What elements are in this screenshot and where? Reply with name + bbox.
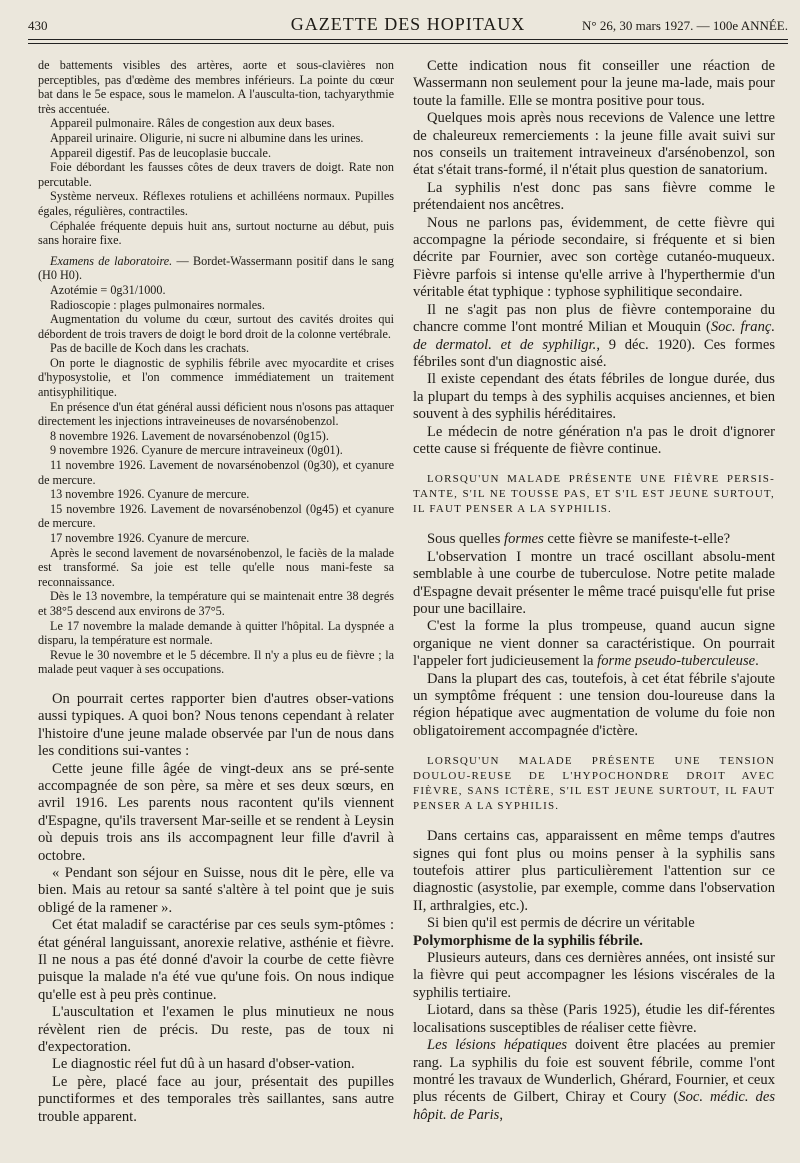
paragraph: Nous ne parlons pas, évidemment, de cette fièvre qui accompagne la période secondaire, si fréquente et si bien décrite par Fournier, avec son cortège cutanéo-muqueux. Fièvre parfois si intense qu'elle arrive à l'hyperthermie d'un véritable état typhique : typhose syphilitique secondaire. bbox=[413, 214, 775, 301]
note-line: Pas de bacille de Koch dans les crachats. bbox=[50, 341, 249, 356]
note-line: Après le second lavement de novarsénobenzol, le faciès de la malade est transformé. Sa joie est telle qu'elle nous mani-feste sa reconnaissance. bbox=[38, 545, 394, 589]
paragraph: L'auscultation et l'examen le plus minutieux ne nous révèlent rien de précis. Du reste, pas de toux ni d'expectoration. bbox=[38, 1004, 394, 1056]
note-line: Appareil urinaire. Oligurie, ni sucre ni albumine dans les urines. bbox=[50, 130, 364, 145]
note-line: Azotémie = 0g31/1000. bbox=[50, 282, 166, 297]
paragraph: Quelques mois après nous recevions de Valence une lettre de chaleureux remerciements : la jeune fille avait suivi sur nos conseils un traitement intraveineux d'arsénobenzol, son état s'était trans-formé, il n'était plus question de sanatorium. bbox=[413, 110, 775, 179]
header-rule bbox=[28, 39, 788, 40]
paragraph: « Pendant son séjour en Suisse, nous dit le père, elle va bien. Mais au retour sa santé s'altère à tel point que je suis obligé de la ramener ». bbox=[38, 865, 394, 916]
page-number: 430 bbox=[28, 18, 48, 33]
paragraph: L'observation I montre un tracé oscillant absolu-ment semblable à une courbe de tuberculose. Notre petite malade d'Espagne devait présenter le même tracé puisqu'elle fut prise pour une bacillaire. bbox=[413, 548, 775, 617]
header-rule-thin bbox=[28, 43, 788, 44]
note-line: 8 novembre 1926. Lavement de novarsénobenzol (0g15). bbox=[50, 428, 329, 443]
note-line: Appareil digestif. Pas de leucoplasie buccale. bbox=[50, 145, 271, 160]
paragraph: Dans certains cas, apparaissent en même temps d'autres signes qui font plus ou moins penser à la syphilis sans toutefois attirer plus particulièrement l'attention sur ce diagnostic (asystolie, par exemple, comme dans l'observation II, arthralgies, etc.). bbox=[413, 828, 775, 914]
note-line: 17 novembre 1926. Cyanure de mercure. bbox=[50, 531, 250, 545]
note-line: Appareil pulmonaire. Râles de congestion aux deux bases. bbox=[50, 116, 335, 131]
section-heading: Polymorphisme de la syphilis fébrile. bbox=[413, 932, 643, 949]
note-line: 9 novembre 1926. Cyanure de mercure intraveineux (0g01). bbox=[50, 443, 343, 458]
note-line: On porte le diagnostic de syphilis fébrile avec myocardite et crises d'hyposystolie, et l'on commence immédiatement un traitement antisyphilitique. bbox=[38, 355, 394, 400]
right-column bbox=[413, 58, 775, 1124]
journal-title: GAZETTE DES HOPITAUX bbox=[290, 14, 526, 34]
paragraph: Si bien qu'il est permis de décrire un véritable bbox=[427, 915, 695, 932]
rule-statement-1: LORSQU'UN MALADE PRÉSENTE UNE FIÈVRE PERSIS-TANTE, S'IL NE TOUSSE PAS, ET S'IL EST JEUNE SURTOUT, IL FAUT PENSER A LA SYPHILIS. bbox=[413, 473, 775, 516]
paragraph: Les lésions hépatiques doivent être placées au premier rang. La syphilis du foie est souvent fébrile, comme l'ont montré les travaux de Wunderlich, Ghérard, Fournier, et ceux plus récents de Gilbert, Chiray et Coury (Soc. médic. des hôpit. de Paris, bbox=[413, 1037, 776, 1123]
paragraph: Plusieurs auteurs, dans ces dernières années, ont insisté sur la fièvre qui peut accompagner les lésions viscérales de la syphilis tertiaire. bbox=[413, 950, 775, 1001]
left-body-text bbox=[38, 691, 394, 1126]
paragraph: Le médecin de notre génération n'a pas le droit d'ignorer cette cause si fréquente de fièvre continue. bbox=[413, 423, 775, 457]
note-line: Examens de laboratoire. — Bordet-Wassermann positif dans le sang (H0 H0). bbox=[38, 253, 394, 283]
page-header bbox=[28, 12, 788, 40]
paragraph: Liotard, dans sa thèse (Paris 1925), étudie les dif-férentes localisations susceptibles de réaliser cette fièvre. bbox=[413, 1002, 775, 1036]
note-line: Le 17 novembre la malade demande à quitter l'hôpital. La dyspnée a disparu, la température est normale. bbox=[38, 618, 394, 648]
paragraph: Il ne s'agit pas non plus de fièvre contemporaine du chancre comme l'ont montré Milian et Mouquin (Soc. franç. de dermatol. et de syphiligr., 9 déc. 1920). Ces formes fébriles sont d'un diagnostic aisé. bbox=[413, 301, 775, 370]
observation-notes bbox=[38, 58, 394, 677]
note-line: 13 novembre 1926. Cyanure de mercure. bbox=[50, 487, 250, 502]
note-line: Radioscopie : plages pulmonaires normales. bbox=[50, 297, 265, 312]
paragraph: C'est la forme la plus trompeuse, quand aucun signe organique ne vient donner sa caractéristique. On pourrait l'appeler fort judicieusement la forme pseudo-tuberculeuse. bbox=[413, 618, 775, 670]
note-line: Revue le 30 novembre et le 5 décembre. Il n'y a plus eu de fièvre ; la malade peut vaquer à ses occupations. bbox=[38, 647, 394, 677]
paragraph: La syphilis n'est donc pas sans fièvre comme le prétendaient nos ancêtres. bbox=[413, 179, 775, 214]
left-column bbox=[38, 58, 394, 1126]
note-line: Céphalée fréquente depuis huit ans, surtout nocturne au début, puis sans horaire fixe. bbox=[38, 218, 394, 248]
note-line: Augmentation du volume du cœur, surtout des cavités droites qui débordent de trois travers de doigt le bord droit de la colonne vertébrale. bbox=[38, 312, 394, 341]
note-line: de battements visibles des artères, aorte et sous-clavières non perceptibles, pas d'œdème des membres inférieurs. La pointe du cœur bat dans le 5e espace, sous le mamelon. A l'ausculta-tion, tachyarythmie très accentuée. bbox=[38, 58, 394, 116]
paragraph: Cette jeune fille âgée de vingt-deux ans se pré-sente accompagnée de son père, sa mère et ses deux sœurs, en avril 1916. Les parents nous racontent qu'ils viennent d'Espagne, qu'ils traversent Mar-seille et se rendent à Leysin où depuis trois ans ils accompagnent leur fille d'avril à octobre. bbox=[38, 760, 394, 864]
paragraph: On pourrait certes rapporter bien d'autres obser-vations aussi typiques. A quoi bon? Nous tenons cependant à relater l'histoire d'une jeune malade observée par l'un de nous dans les conditions sui-vantes : bbox=[38, 690, 394, 760]
note-line: 15 novembre 1926. Lavement de novarsénobenzol (0g45) et cyanure de mercure. bbox=[38, 501, 394, 531]
note-line: 11 novembre 1926. Lavement de novarsénobenzol (0g30), et cyanure de mercure. bbox=[38, 458, 394, 487]
note-line: Foie débordant les fausses côtes de deux travers de doigt. Rate non percutable. bbox=[38, 160, 394, 189]
paragraph: Il existe cependant des états fébriles de longue durée, dus la plupart du temps à des syphilis acquises anciennes, et bien souvent à des syphilis héréditaires. bbox=[413, 371, 775, 423]
rule-statement-2: LORSQU'UN MALADE PRÉSENTE UNE TENSION DOULOU-REUSE DE L'HYPOCHONDRE DROIT AVEC FIÈVRE, SANS ICTÈRE, S'IL EST JEUNE SURTOUT, IL FAUT PENSER A LA SYPHILIS. bbox=[413, 755, 775, 813]
paragraph: Le diagnostic réel fut dû à un hasard d'obser-vation. bbox=[52, 1056, 355, 1073]
paragraph: Cette indication nous fit conseiller une réaction de Wassermann non seulement pour la jeune ma-lade, mais pour toute la famille. Elle se montra positive pour tous. bbox=[413, 58, 775, 109]
note-line: En présence d'un état général aussi déficient nous n'osons pas attaquer directement les injections intraveineuses de novarsénobenzol. bbox=[38, 399, 394, 429]
note-line: Dès le 13 novembre, la température qui se maintenait entre 38 degrés et 38°5 descend aux environs de 37°5. bbox=[38, 589, 394, 618]
paragraph: Le père, placé face au jour, présentait des pupilles punctiformes et des temporales très saillantes, sans autre trouble apparent. bbox=[38, 1073, 394, 1125]
issue-info: N° 26, 30 mars 1927. — 100e ANNÉE. bbox=[582, 18, 788, 33]
paragraph: Sous quelles formes cette fièvre se manifeste-t-elle? bbox=[427, 531, 731, 548]
paragraph: Dans la plupart des cas, toutefois, à cet état fébrile s'ajoute un symptôme fréquent : une tension dou-loureuse dans la région hépatique avec augmentation de volume du foie non obligatoirement accompagnée d'ictère. bbox=[413, 670, 775, 739]
note-line: Système nerveux. Réflexes rotuliens et achilléens normaux. Pupilles égales, régulières, contractiles. bbox=[38, 189, 394, 218]
paragraph: Cet état maladif se caractérise par ces seuls sym-ptômes : état général languissant, anorexie relative, asthénie et fièvre. Il ne nous a pas été donné d'avoir la courbe de cette fièvre puisque la malade n'a été vue qu'une fois. On nous indique qu'elle est à peu près continue. bbox=[38, 917, 394, 1003]
